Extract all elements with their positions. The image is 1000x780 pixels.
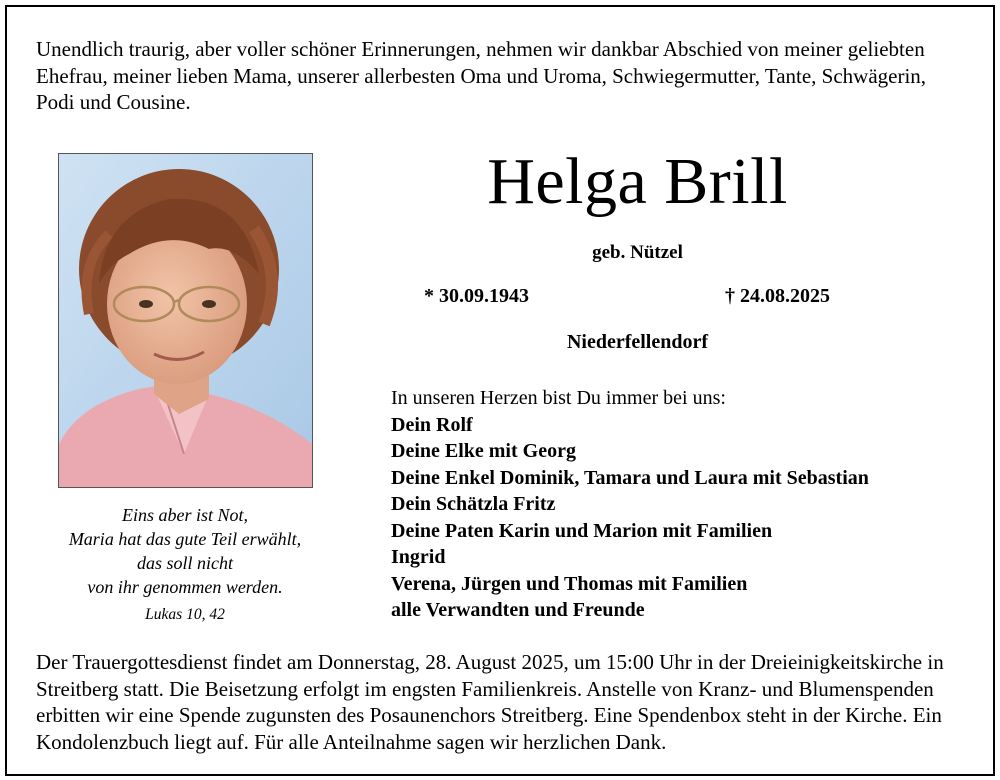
death-date: † 24.08.2025 [725,285,830,307]
verse-line: Maria hat das gute Teil erwählt, [68,529,302,549]
mourner-entry: Deine Elke mit Georg [391,440,576,462]
mourner-entry: Verena, Jürgen und Thomas mit Familien [391,572,748,595]
mourner-entry: Ingrid [391,546,446,568]
mourners-lead: In unseren Herzen bist Du immer bei uns: [391,387,726,409]
service-announcement: Der Trauergottesdienst findet am Donnerstag, 28. August 2025, um 15:00 Uhr in der Dreieinigkeitskirche in Streitberg statt. Die Beisetzung erfolgt im engsten Familienkreis. Anstelle von Kranz- und Blumenspenden erbitten wir eine Spende zugunsten des Posaunenchors Streitberg. Eine Spendenbox steht in der Kirche. Ein Kondolenzbuch liegt auf. Für alle Anteilnahme sagen wir herzlichen Dank. [36,650,944,754]
intro-text: Unendlich traurig, aber voller schöner Erinnerungen, nehmen wir dankbar Abschied von meiner geliebten Ehefrau, meiner lieben Mama, unserer allerbesten Oma und Uroma, Schwiegermutter, Tante, Schwägerin, Podi und Cousine. [36,37,927,114]
mourner-entry: Deine Paten Karin und Marion mit Familien [391,519,773,542]
deceased-name: Helga Brill [487,145,788,218]
verse-line: Eins aber ist Not, [121,505,248,525]
maiden-name: geb. Nützel [592,242,683,263]
mourner-entry: Dein Schätzla Fritz [391,493,556,515]
verse-line: von ihr genommen werden. [87,577,283,597]
mourners-list [391,385,981,624]
home-place: Niederfellendorf [566,331,709,353]
verse-reference: Lukas 10, 42 [145,606,225,623]
portrait-photo [58,153,313,488]
verse-line: das soll nicht [136,553,233,573]
mourner-entry: Deine Enkel Dominik, Tamara und Laura mit Sebastian [391,466,869,489]
birth-date: * 30.09.1943 [424,285,529,307]
bible-verse [30,503,340,627]
mourner-entry: alle Verwandten und Freunde [391,599,645,621]
mourner-entry: Dein Rolf [391,413,473,436]
